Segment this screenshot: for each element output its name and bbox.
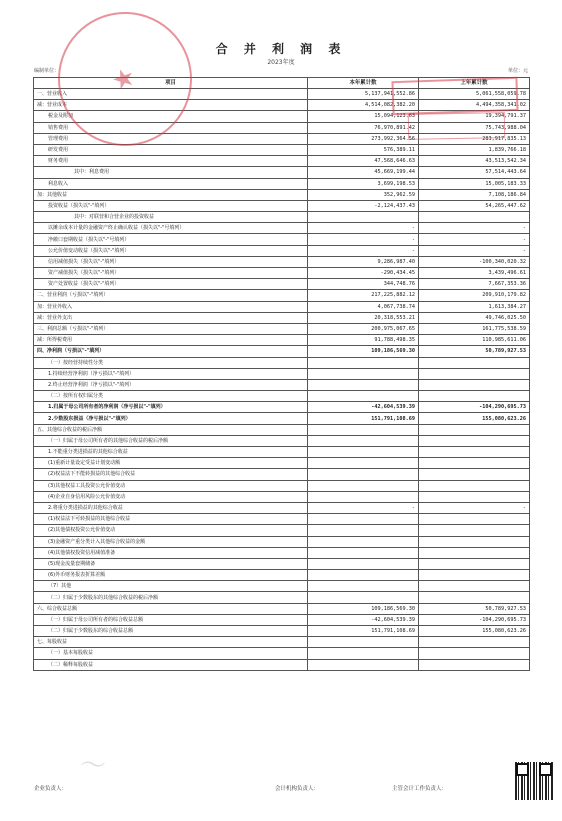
table-row bbox=[34, 536, 530, 547]
seal-star-icon: ★ bbox=[107, 61, 140, 98]
prior-value bbox=[419, 659, 530, 670]
current-value: 3,699,198.53 bbox=[308, 178, 419, 189]
statement-title: 合 并 利 润 表 bbox=[215, 42, 347, 56]
row-label: 净敞口套期收益（损失以"-"号填列） bbox=[34, 234, 308, 245]
table-row bbox=[34, 558, 530, 569]
prior-value: 57,514,443.64 bbox=[419, 167, 530, 178]
current-value bbox=[308, 570, 419, 581]
current-value: 4,514,082,382.20 bbox=[308, 100, 419, 111]
row-label: (4)其他债权投资信用减值准备 bbox=[34, 547, 308, 558]
current-value bbox=[308, 469, 419, 480]
current-value bbox=[308, 525, 419, 536]
table-row bbox=[34, 592, 530, 603]
row-label: （二）归属于少数股东的其他综合收益的税后净额 bbox=[34, 592, 308, 603]
table-row bbox=[34, 167, 530, 178]
current-value bbox=[308, 514, 419, 525]
prior-value: 4,494,358,341.02 bbox=[419, 100, 530, 111]
table-row bbox=[34, 626, 530, 637]
table-row bbox=[34, 189, 530, 200]
row-label: 加：营业外收入 bbox=[34, 301, 308, 312]
row-label: (4)企业自身信用风险公允价值变动 bbox=[34, 491, 308, 502]
row-label: 管理费用 bbox=[34, 133, 308, 144]
row-label: 利息收入 bbox=[34, 178, 308, 189]
accounting-dept-label: 会计机构负责人： bbox=[275, 786, 320, 792]
row-label: (3)其他权益工具投资公允价值变动 bbox=[34, 480, 308, 491]
row-label: 三、利润总额（亏损以"-"填列） bbox=[34, 323, 308, 334]
table-row bbox=[34, 212, 530, 223]
current-value bbox=[308, 357, 419, 368]
row-label: (1)重新计量设定受益计划变动额 bbox=[34, 458, 308, 469]
prior-value: 283,917,835.13 bbox=[419, 133, 530, 144]
table-row bbox=[34, 614, 530, 625]
row-label: （7）其他 bbox=[34, 581, 308, 592]
table-row bbox=[34, 156, 530, 167]
cpa-stamp-secondary bbox=[408, 112, 505, 140]
unit-label: 单位：元 bbox=[507, 68, 528, 74]
prior-value bbox=[419, 514, 530, 525]
row-label: 其中：对联营和合营企业的投资收益 bbox=[34, 212, 308, 223]
prior-value: 15,005,183.33 bbox=[419, 178, 530, 189]
current-value: 15,094,123.63 bbox=[308, 111, 419, 122]
current-value bbox=[308, 447, 419, 458]
current-value bbox=[308, 536, 419, 547]
table-row bbox=[34, 491, 530, 502]
row-label: (3)金融资产重分类计入其他综合收益的金额 bbox=[34, 536, 308, 547]
row-label: 销售费用 bbox=[34, 122, 308, 133]
row-label: 1.不能重分类进损益的其他综合收益 bbox=[34, 447, 308, 458]
table-row bbox=[34, 279, 530, 290]
table-row bbox=[34, 178, 530, 189]
table-row bbox=[34, 301, 530, 312]
row-label: 减：营业成本 bbox=[34, 100, 308, 111]
row-label: 七、每股收益 bbox=[34, 637, 308, 648]
current-value bbox=[308, 424, 419, 435]
current-value: -42,604,539.39 bbox=[308, 402, 419, 413]
current-value bbox=[308, 592, 419, 603]
prior-value bbox=[419, 357, 530, 368]
current-value bbox=[308, 435, 419, 446]
table-row bbox=[34, 525, 530, 536]
prior-value: 19,394,791.37 bbox=[419, 111, 530, 122]
row-label: （二）按所有权归属分类 bbox=[34, 391, 308, 402]
company-label: 编制单位： bbox=[34, 68, 60, 74]
prior-value: 75,743,988.04 bbox=[419, 122, 530, 133]
row-label: 2.将重分类进损益的其他综合收益 bbox=[34, 502, 308, 513]
table-row bbox=[34, 346, 530, 357]
col-current: 本年累计数 bbox=[308, 78, 419, 89]
row-label: 减：所得税费用 bbox=[34, 335, 308, 346]
current-value: -290,434.45 bbox=[308, 268, 419, 279]
row-label: 2.少数股东损益（净亏损以"-"填列） bbox=[34, 413, 308, 424]
current-value bbox=[308, 368, 419, 379]
current-value: - bbox=[308, 502, 419, 513]
table-row bbox=[34, 402, 530, 413]
row-label: 六、综合收益总额 bbox=[34, 603, 308, 614]
table-row bbox=[34, 648, 530, 659]
current-value: 109,186,569.30 bbox=[308, 603, 419, 614]
legal-rep-label: 企业负责人： bbox=[34, 786, 68, 792]
row-label: (1)权益法下可转损益的其他综合收益 bbox=[34, 514, 308, 525]
current-value: 76,970,891.42 bbox=[308, 122, 419, 133]
prior-value: 155,080,623.26 bbox=[419, 626, 530, 637]
prior-value: 50,789,927.53 bbox=[419, 346, 530, 357]
current-value: 217,225,882.12 bbox=[308, 290, 419, 301]
prior-value: 1,839,766.18 bbox=[419, 144, 530, 155]
prior-value bbox=[419, 424, 530, 435]
table-row bbox=[34, 637, 530, 648]
current-value bbox=[308, 480, 419, 491]
table-row bbox=[34, 469, 530, 480]
prior-value: 50,789,927.53 bbox=[419, 603, 530, 614]
row-label: （二）稀释每股收益 bbox=[34, 659, 308, 670]
prior-value bbox=[419, 491, 530, 502]
table-row bbox=[34, 547, 530, 558]
row-label: 投资收益（损失以"-"填列） bbox=[34, 200, 308, 211]
prior-value: 3,439,496.61 bbox=[419, 268, 530, 279]
prior-value bbox=[419, 570, 530, 581]
prior-value bbox=[419, 547, 530, 558]
table-row bbox=[34, 424, 530, 435]
row-label: 1.持续经营净利润（净亏损以"-"填列） bbox=[34, 368, 308, 379]
prior-value bbox=[419, 435, 530, 446]
prior-value bbox=[419, 368, 530, 379]
prior-value bbox=[419, 469, 530, 480]
table-row bbox=[34, 570, 530, 581]
current-value bbox=[308, 212, 419, 223]
current-value bbox=[308, 379, 419, 390]
table-row bbox=[34, 368, 530, 379]
current-value bbox=[308, 547, 419, 558]
current-value bbox=[308, 659, 419, 670]
current-value: 45,669,199.44 bbox=[308, 167, 419, 178]
table-row bbox=[34, 659, 530, 670]
prior-value bbox=[419, 525, 530, 536]
table-row bbox=[34, 379, 530, 390]
current-value bbox=[308, 637, 419, 648]
row-label: 四、净利润（亏损以"-"填列） bbox=[34, 346, 308, 357]
current-value: 20,318,553.21 bbox=[308, 312, 419, 323]
current-value: 200,975,067.65 bbox=[308, 323, 419, 334]
prior-value bbox=[419, 536, 530, 547]
prior-value: 209,910,179.82 bbox=[419, 290, 530, 301]
row-label: 五、其他综合收益的税后净额 bbox=[34, 424, 308, 435]
current-value: 352,962.59 bbox=[308, 189, 419, 200]
current-value: 109,186,569.30 bbox=[308, 346, 419, 357]
prior-value: - bbox=[419, 502, 530, 513]
col-item: 项目 bbox=[34, 78, 308, 89]
current-value: 273,992,364.56 bbox=[308, 133, 419, 144]
table-row bbox=[34, 480, 530, 491]
current-value: 344,748.76 bbox=[308, 279, 419, 290]
prior-value: - bbox=[419, 245, 530, 256]
table-row bbox=[34, 323, 530, 334]
row-label: 一、营业收入 bbox=[34, 89, 308, 100]
current-value: - bbox=[308, 245, 419, 256]
qr-code bbox=[515, 762, 553, 800]
table-row bbox=[34, 447, 530, 458]
prior-value bbox=[419, 480, 530, 491]
prior-value: 43,513,542.34 bbox=[419, 156, 530, 167]
row-label: 2.终止经营净利润（净亏损以"-"填列） bbox=[34, 379, 308, 390]
table-row bbox=[34, 502, 530, 513]
prior-value: -104,290,695.73 bbox=[419, 614, 530, 625]
current-value bbox=[308, 391, 419, 402]
current-value bbox=[308, 648, 419, 659]
table-row bbox=[34, 357, 530, 368]
table-row bbox=[34, 581, 530, 592]
table-row bbox=[34, 256, 530, 267]
row-label: (6)外币财务报表折算差额 bbox=[34, 570, 308, 581]
prior-value bbox=[419, 637, 530, 648]
table-row bbox=[34, 413, 530, 424]
prior-value bbox=[419, 379, 530, 390]
current-value: 576,389.11 bbox=[308, 144, 419, 155]
row-label: 减：营业外支出 bbox=[34, 312, 308, 323]
prior-value: -100,340,020.32 bbox=[419, 256, 530, 267]
current-value: 151,791,108.69 bbox=[308, 413, 419, 424]
row-label: 加：其他收益 bbox=[34, 189, 308, 200]
table-row bbox=[34, 312, 530, 323]
row-label: 以摊余成本计量的金融资产终止确认收益（损失以"-"号填列） bbox=[34, 223, 308, 234]
prior-value: 7,108,186.84 bbox=[419, 189, 530, 200]
prior-value: - bbox=[419, 234, 530, 245]
prior-value: - bbox=[419, 223, 530, 234]
row-label: 财务费用 bbox=[34, 156, 308, 167]
row-label: （二）归属于少数股东的综合收益总额 bbox=[34, 626, 308, 637]
prior-value bbox=[419, 648, 530, 659]
statement-period: 2023年度 bbox=[267, 59, 295, 66]
row-label: （一）归属于母公司所有者的综合收益总额 bbox=[34, 614, 308, 625]
row-label: 信用减值损失（损失以"-"填列） bbox=[34, 256, 308, 267]
table-body bbox=[34, 89, 530, 671]
row-label: （一）按经营持续性分类 bbox=[34, 357, 308, 368]
current-value: 9,286,987.40 bbox=[308, 256, 419, 267]
current-value: - bbox=[308, 234, 419, 245]
prior-value: 1,613,384.27 bbox=[419, 301, 530, 312]
prior-value: 54,265,447.62 bbox=[419, 200, 530, 211]
row-label: 1.归属于母公司所有者的净利润（净亏损以"-"填列） bbox=[34, 402, 308, 413]
current-value: 4,067,738.74 bbox=[308, 301, 419, 312]
table-row bbox=[34, 514, 530, 525]
row-label: 税金及附加 bbox=[34, 111, 308, 122]
prior-value: 5,061,558,059.78 bbox=[419, 89, 530, 100]
prior-value bbox=[419, 581, 530, 592]
current-value bbox=[308, 581, 419, 592]
current-value: -42,604,539.39 bbox=[308, 614, 419, 625]
current-value: 91,788,498.35 bbox=[308, 335, 419, 346]
current-value bbox=[308, 458, 419, 469]
table-row bbox=[34, 223, 530, 234]
table-row bbox=[34, 245, 530, 256]
prior-value bbox=[419, 558, 530, 569]
prior-value: -104,290,695.73 bbox=[419, 402, 530, 413]
current-value: 5,137,941,552.86 bbox=[308, 89, 419, 100]
prior-value bbox=[419, 458, 530, 469]
accounting-head-label: 主管会计工作负责人： bbox=[392, 786, 448, 792]
prior-value: 49,746,025.50 bbox=[419, 312, 530, 323]
row-label: (2)其他债权投资公允价值变动 bbox=[34, 525, 308, 536]
table-row bbox=[34, 335, 530, 346]
row-label: (2)权益法下不能转损益的其他综合收益 bbox=[34, 469, 308, 480]
income-statement-table bbox=[33, 77, 530, 671]
prior-value: 7,667,353.36 bbox=[419, 279, 530, 290]
prior-value bbox=[419, 447, 530, 458]
table-row bbox=[34, 144, 530, 155]
prior-value: 161,775,538.59 bbox=[419, 323, 530, 334]
table-row bbox=[34, 268, 530, 279]
table-row bbox=[34, 200, 530, 211]
row-label: 其中：利息费用 bbox=[34, 167, 308, 178]
row-label: （一）基本每股收益 bbox=[34, 648, 308, 659]
row-label: 公允价值变动收益（损失以"-"填列） bbox=[34, 245, 308, 256]
table-row bbox=[34, 234, 530, 245]
cpa-stamp bbox=[391, 77, 518, 115]
current-value bbox=[308, 558, 419, 569]
table-row bbox=[34, 603, 530, 614]
col-prior: 上年累计数 bbox=[419, 78, 530, 89]
table-row bbox=[34, 391, 530, 402]
prior-value bbox=[419, 391, 530, 402]
row-label: (5)现金流量套期储备 bbox=[34, 558, 308, 569]
row-label: 资产减值损失（损失以"-"填列） bbox=[34, 268, 308, 279]
current-value: -2,124,437.43 bbox=[308, 200, 419, 211]
row-label: （一）归属于母公司所有者的其他综合收益的税后净额 bbox=[34, 435, 308, 446]
current-value: 151,791,108.69 bbox=[308, 626, 419, 637]
table-row bbox=[34, 458, 530, 469]
table-row bbox=[34, 435, 530, 446]
current-value bbox=[308, 491, 419, 502]
table-row bbox=[34, 290, 530, 301]
prior-value bbox=[419, 212, 530, 223]
row-label: 资产处置收益（损失以"-"填列） bbox=[34, 279, 308, 290]
current-value: - bbox=[308, 223, 419, 234]
prior-value: 110,985,611.06 bbox=[419, 335, 530, 346]
row-label: 研发费用 bbox=[34, 144, 308, 155]
signature-mark: ～ bbox=[80, 751, 107, 781]
prior-value: 155,080,623.26 bbox=[419, 413, 530, 424]
prior-value bbox=[419, 592, 530, 603]
row-label: 二、营业利润（亏损以"-"填列） bbox=[34, 290, 308, 301]
current-value: 47,568,646.63 bbox=[308, 156, 419, 167]
